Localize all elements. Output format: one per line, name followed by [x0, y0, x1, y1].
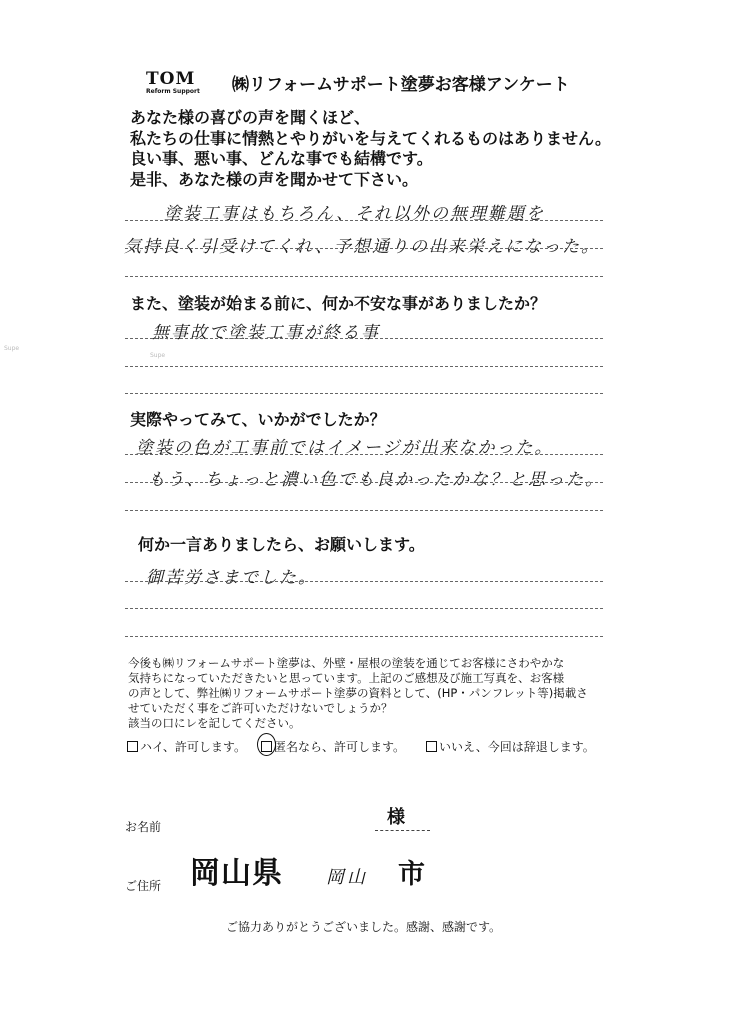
answer-1-line-2: 気持良く引受けてくれ、予想通りの出来栄えになった。 [124, 237, 601, 257]
answer-line [125, 636, 603, 637]
answer-3-line-1: 塗装の色が工事前ではイメージが出来なかった。 [136, 438, 554, 458]
question-4: 何か一言ありましたら、お願いします。 [138, 535, 425, 554]
option-no-label: いいえ、今回は辞退します。 [439, 740, 595, 754]
answer-line [125, 581, 603, 582]
name-suffix: 様 [387, 807, 405, 828]
permission-notice [128, 656, 588, 731]
option-no[interactable] [426, 738, 595, 755]
intro-line: 是非、あなた様の声を聞かせて下さい。 [130, 169, 419, 189]
page-title: ㈱リフォームサポート塗夢お客様アンケート [232, 75, 570, 95]
notice-line: 気持ちになっていただきたいと思っています。上記のご感想及び施工写真を、お客様 [128, 671, 565, 685]
option-anonymous-label: 匿名なら、許可します。 [274, 740, 406, 754]
name-line [375, 830, 430, 831]
address-label: ご住所 [125, 879, 162, 893]
notice-line: の声として、弊社㈱リフォームサポート塗夢の資料として、(HP・パンフレット等)掲載さ [128, 686, 588, 700]
answer-line [125, 248, 603, 249]
checkbox-yes[interactable] [127, 741, 138, 752]
answer-line [125, 482, 603, 483]
notice-line: 今後も㈱リフォームサポート塗夢は、外壁・屋根の塗装を通じてお客様にさわやかな [128, 656, 565, 670]
option-yes[interactable] [127, 738, 246, 755]
logo-subtitle: Reform Support [146, 88, 200, 95]
intro-text [130, 108, 611, 190]
intro-line: あなた様の喜びの声を聞くほど、 [130, 108, 371, 127]
answer-2-line-1: 無事故で塗装工事が終る事 [152, 323, 380, 343]
answer-line [125, 608, 603, 609]
answer-line [125, 454, 603, 455]
answer-line [125, 220, 603, 221]
answer-line [125, 366, 603, 367]
answer-3-line-2: もう、ちょっと濃い色でも良かったかな？と思った。 [148, 470, 604, 490]
address-city-handwritten: 岡山 [326, 867, 368, 888]
notice-line: せていただく事をご許可いただけないでしょうか？ [128, 701, 393, 715]
faint-stamp: Supe [4, 345, 20, 352]
question-2: また、塗装が始まる前に、何か不安な事がありましたか？ [130, 294, 547, 313]
faint-stamp: Supe [150, 352, 166, 359]
address-prefecture: 岡山県 [190, 856, 283, 891]
answer-4-line-1: 御苦労さまでした。 [146, 568, 317, 588]
address-city-suffix: 市 [398, 859, 425, 890]
answer-1-line-1: 塗装工事はもちろん、それ以外の無理難題を [164, 204, 546, 224]
notice-line: 該当の口にレを記してください。 [128, 716, 301, 730]
company-logo [146, 70, 206, 104]
answer-line [125, 393, 603, 394]
intro-line: 私たちの仕事に情熱とやりがいを与えてくれるものはありません。 [130, 128, 611, 148]
answer-line [125, 338, 603, 339]
option-anonymous[interactable] [261, 738, 405, 755]
question-3: 実際やってみて、いかがでしたか？ [130, 410, 386, 429]
checkbox-no[interactable] [426, 741, 437, 752]
name-label: お名前 [125, 820, 162, 834]
option-yes-label: ハイ、許可します。 [140, 740, 246, 754]
intro-line: 良い事、悪い事、どんな事でも結構です。 [130, 149, 433, 168]
checkbox-anonymous[interactable] [261, 741, 272, 752]
answer-line [125, 510, 603, 511]
thanks-message: ご協力ありがとうございました。感謝、感謝です。 [226, 920, 502, 934]
logo-mark: TOM [146, 69, 196, 89]
answer-line [125, 276, 603, 277]
